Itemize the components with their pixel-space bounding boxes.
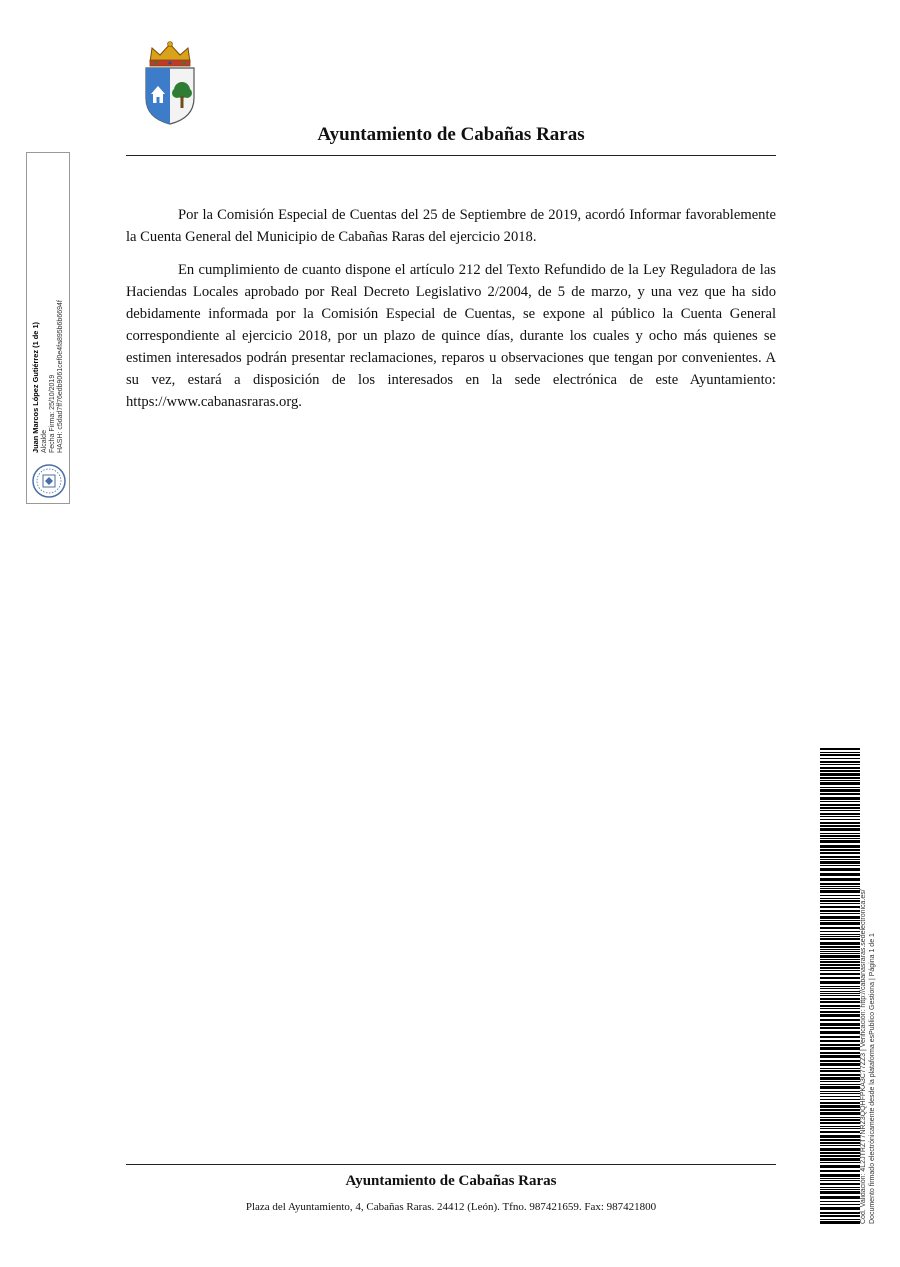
barcode-bar — [820, 981, 860, 984]
barcode-bar — [820, 1070, 860, 1072]
barcode-bar — [820, 903, 860, 904]
barcode-bar — [820, 895, 860, 896]
barcode-bar — [820, 856, 860, 858]
barcode-bar — [820, 878, 860, 881]
barcode-bar — [820, 787, 860, 788]
barcode-bar — [820, 1219, 860, 1220]
signer-name: Juan Marcos López Gutiérrez (1 de 1) — [31, 321, 41, 453]
barcode-bar — [820, 1204, 860, 1205]
barcode-bar — [820, 1139, 860, 1141]
barcode-bar — [820, 1158, 860, 1161]
signature-hash: HASH: c5dad7ff76edb9061cef0e4fa895b6b6694f — [57, 300, 65, 453]
barcode-bar — [820, 883, 860, 885]
barcode-bar — [820, 1117, 860, 1118]
barcode-bar — [820, 936, 860, 937]
barcode-bar — [820, 845, 860, 848]
barcode-bar — [820, 1086, 860, 1089]
paragraph-2: En cumplimiento de cuanto dispone el artículo 212 del Texto Refundido de la Ley Reguladora de las Haciendas Locales aprobado por Real Decreto Legislativo 2/2004, de 5 de marzo, y una vez que ha sido debidamente informada por la Comisión Especial de Cuentas, se expone al público la Cuenta General correspondiente al ejercicio 2018, por un plazo de quince días, durante los cuales y ocho más quienes se estimen interesados podrán presentar reclamaciones, reparos u observaciones que tengan por convenientes. A su vez, estará a disposición de los interesados en la sede electrónica de este Ayuntamiento: https://www.cabanasraras.org. — [126, 262, 776, 410]
barcode-bar — [820, 1215, 860, 1217]
barcode-bar — [820, 1044, 860, 1046]
barcode-bar — [820, 793, 860, 795]
barcode-bar — [820, 767, 860, 769]
barcode-bar — [820, 1180, 860, 1181]
barcode-bar — [820, 801, 860, 802]
barcode-bar — [820, 910, 860, 912]
barcode-bar — [820, 964, 860, 966]
barcode-bar — [820, 906, 860, 908]
barcode-bar — [820, 773, 860, 776]
barcode-bar — [820, 1077, 860, 1080]
barcode-bar — [820, 868, 860, 871]
barcode-bar — [820, 986, 860, 987]
signature-date: Fecha Firma: 25/10/2019 — [49, 374, 56, 453]
barcode-bar — [820, 913, 860, 914]
barcode-bar — [820, 852, 860, 854]
barcode-bar — [820, 1187, 860, 1188]
barcode-bar — [820, 900, 860, 902]
barcode-bar — [820, 961, 860, 963]
barcode-bar — [820, 1122, 860, 1124]
barcode-bar — [820, 977, 860, 979]
barcode-bar — [820, 1189, 860, 1190]
barcode-bar — [820, 861, 860, 864]
barcode-bar — [820, 1068, 860, 1069]
barcode-bar — [820, 1047, 860, 1050]
barcode-bar — [820, 1096, 860, 1097]
paragraph-1: Por la Comisión Especial de Cuentas del 25 de Septiembre de 2019, acordó Informar favorablemente la Cuenta General del Municipio de Cabañas Raras del ejercicio 2018. — [126, 207, 776, 245]
barcode-bar — [820, 865, 860, 866]
barcode-bar — [820, 1162, 860, 1163]
barcode-bar — [820, 1005, 860, 1007]
signature-stamp — [26, 152, 70, 504]
barcode-bar — [820, 1060, 860, 1062]
footer-divider — [126, 1164, 776, 1165]
barcode-bar — [820, 1109, 860, 1111]
barcode-bar — [820, 1093, 860, 1094]
barcode-bar — [820, 1052, 860, 1054]
barcode-bar — [820, 967, 860, 969]
barcode-bar — [820, 807, 860, 809]
barcode-bar — [820, 1081, 860, 1082]
barcode-bar — [820, 1148, 860, 1151]
barcode-bar — [820, 764, 860, 765]
barcode-bar — [820, 938, 860, 940]
barcode-bar — [820, 816, 860, 817]
barcode-bar — [820, 1102, 860, 1104]
barcode-bar — [820, 777, 860, 779]
footer-title: Ayuntamiento de Cabañas Raras — [345, 1173, 557, 1189]
barcode-bar — [820, 1084, 860, 1085]
barcode-bar — [820, 1128, 860, 1129]
barcode-bar — [820, 1131, 860, 1133]
barcode-bar — [820, 955, 860, 958]
barcode-bar — [820, 1105, 860, 1108]
barcode-icon — [820, 748, 860, 1224]
barcode-bar — [820, 927, 860, 929]
barcode-bar — [820, 1063, 860, 1066]
barcode-bar — [820, 951, 860, 952]
barcode-bar — [820, 1019, 860, 1021]
barcode-bar — [820, 789, 860, 792]
barcode-bar — [820, 1091, 860, 1092]
barcode-bar — [820, 748, 860, 750]
verification-line-2: Documento firmado electrónicamente desde la plataforma esPublico Gestiona | Página 1 de 1 — [869, 933, 876, 1224]
barcode-bar — [820, 949, 860, 950]
barcode-bar — [820, 1174, 860, 1177]
barcode-bar — [820, 754, 860, 756]
barcode-bar — [820, 835, 860, 837]
barcode-bar — [820, 1165, 860, 1168]
barcode-bar — [820, 946, 860, 948]
barcode-bar — [820, 1014, 860, 1017]
barcode-bar — [820, 1170, 860, 1172]
header-title: Ayuntamiento de Cabañas Raras — [317, 124, 585, 145]
barcode-bar — [820, 916, 860, 919]
barcode-bar — [820, 888, 860, 889]
barcode-bar — [820, 931, 860, 932]
barcode-bar — [820, 770, 860, 772]
barcode-bar — [820, 819, 860, 820]
barcode-bar — [820, 873, 860, 876]
barcode-bar — [820, 859, 860, 860]
barcode-bar — [820, 761, 860, 763]
barcode-bar — [820, 780, 860, 781]
barcode-bar — [820, 840, 860, 843]
barcode-bar — [820, 1023, 860, 1026]
barcode-bar — [820, 959, 860, 960]
barcode-bar — [820, 1040, 860, 1042]
barcode-bar — [820, 810, 860, 811]
barcode-bar — [820, 920, 860, 921]
barcode-bar — [820, 934, 860, 935]
barcode-bar — [820, 1036, 860, 1038]
barcode-bar — [820, 813, 860, 815]
barcode-bar — [820, 1207, 860, 1210]
barcode-bar — [820, 1112, 860, 1115]
barcode-bar — [820, 1183, 860, 1185]
barcode-bar — [820, 1008, 860, 1009]
barcode-bar — [820, 993, 860, 994]
barcode-bar — [820, 1201, 860, 1202]
barcode-bar — [820, 1135, 860, 1138]
barcode-bar — [820, 1074, 860, 1076]
barcode-bar — [820, 833, 860, 834]
verification-note — [859, 800, 883, 1224]
barcode-bar — [820, 1155, 860, 1157]
barcode-bar — [820, 822, 860, 824]
barcode-bar — [820, 797, 860, 800]
barcode-bar — [820, 1119, 860, 1121]
barcode-bar — [820, 988, 860, 989]
barcode-bar — [820, 838, 860, 839]
header-divider — [126, 155, 776, 156]
barcode-bar — [820, 1196, 860, 1199]
document-body — [126, 204, 776, 424]
barcode-bar — [820, 1126, 860, 1127]
barcode-bar — [820, 782, 860, 785]
barcode-bar — [820, 991, 860, 992]
barcode-bar — [820, 970, 860, 971]
barcode-bar — [820, 825, 860, 827]
barcode-bar — [820, 804, 860, 806]
barcode-bar — [820, 942, 860, 945]
footer-address: Plaza del Ayuntamiento, 4, Cabañas Raras. 24412 (León). Tfno. 987421659. Fax: 987421800 — [245, 1201, 657, 1213]
verification-line-1: Cód. Validación: 4L2JTRZT7NRZ3QQHFPKA3C77ZZ3 | Verificación: http://cabanasraras.sedelectronica.es/ — [860, 889, 867, 1224]
barcode-bar — [820, 1027, 860, 1029]
barcode-bar — [820, 998, 860, 1000]
barcode-bar — [820, 922, 860, 925]
signer-role: Alcalde — [40, 430, 48, 453]
barcode-bar — [820, 1142, 860, 1144]
coat-of-arms-icon — [140, 38, 200, 126]
barcode-bar — [820, 973, 860, 975]
barcode-bar — [820, 886, 860, 887]
barcode-bar — [820, 1152, 860, 1154]
barcode-bar — [820, 1001, 860, 1003]
barcode-bar — [820, 1011, 860, 1013]
barcode-bar — [820, 953, 860, 954]
barcode-bar — [820, 752, 860, 753]
barcode-bar — [820, 1212, 860, 1214]
barcode-bar — [820, 828, 860, 831]
barcode-bar — [820, 849, 860, 851]
barcode-bar — [820, 758, 860, 759]
barcode-bar — [820, 1099, 860, 1100]
barcode-bar — [820, 898, 860, 899]
barcode-bar — [820, 1221, 860, 1224]
barcode-bar — [820, 1031, 860, 1034]
barcode-bar — [820, 995, 860, 996]
barcode-bar — [820, 1178, 860, 1179]
barcode-bar — [820, 1055, 860, 1058]
seal-icon — [31, 463, 67, 499]
barcode-bar — [820, 890, 860, 893]
barcode-bar — [820, 1191, 860, 1194]
barcode-bar — [820, 1145, 860, 1146]
